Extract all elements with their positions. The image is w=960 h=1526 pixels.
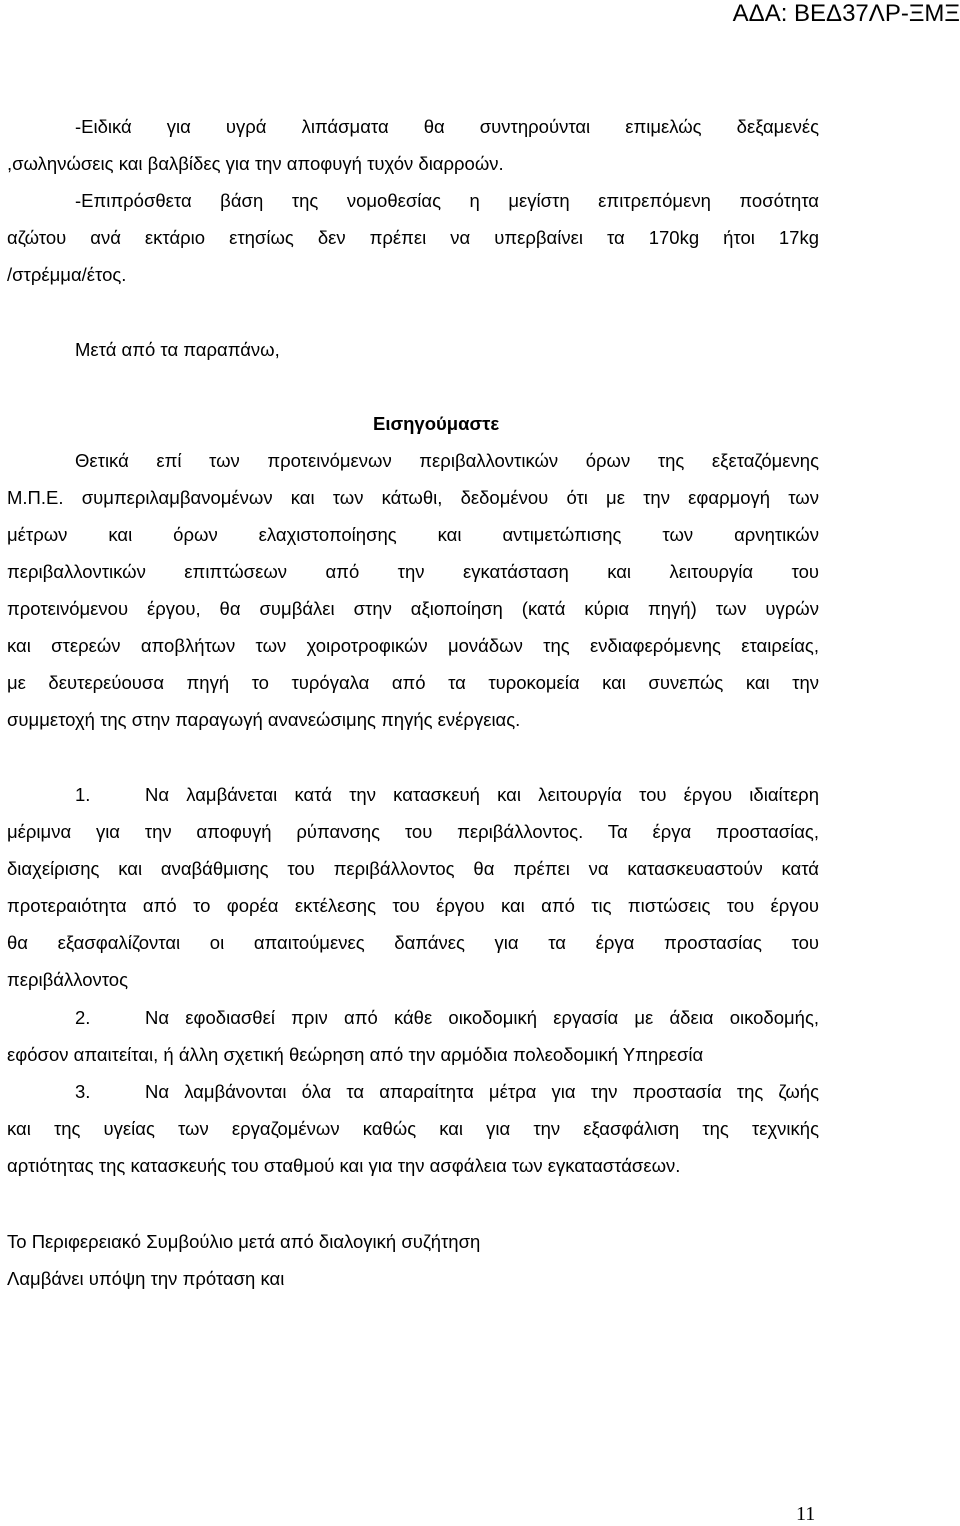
item-2-number: 2. — [75, 1007, 91, 1028]
takes-into-account-text: Λαμβάνει υπόψη την πρόταση και — [7, 1268, 285, 1289]
recommend-heading: Εισηγούμαστε — [373, 413, 500, 434]
item-1-number: 1. — [75, 784, 91, 805]
opinion-line-2: Μ.Π.Ε. συμπεριλαμβανομένων και των κάτωθι, δεδομένου ότι με την εφαρμογή των — [7, 487, 819, 508]
opinion-line-3: μέτρων και όρων ελαχιστοποίησης και αντιμετώπισης των αρνητικών — [7, 524, 819, 545]
item-1-first-line: Να λαμβάνεται κατά την κατασκευή και λειτουργία του έργου ιδιαίτερη — [145, 784, 819, 805]
item-1-line-3: διαχείρισης και αναβάθμισης του περιβάλλοντος θα πρέπει να κατασκευαστούν κατά — [7, 858, 819, 879]
after-above-text: Μετά από τα παραπάνω, — [75, 339, 280, 360]
item-1-line-2: μέριμνα για την αποφυγή ρύπανσης του περιβάλλοντος. Τα έργα προστασίας, — [7, 821, 819, 842]
item-1-line-5: θα εξασφαλίζονται οι απαιτούμενες δαπάνες για τα έργα προστασίας του — [7, 932, 819, 953]
opinion-line-5: προτεινόμενου έργου, θα συμβάλει στην αξιοποίηση (κατά κύρια πηγή) των υγρών — [7, 598, 819, 619]
page-number: 11 — [796, 1503, 816, 1525]
item-1-line-4: προτεραιότητα από το φορέα εκτέλεσης του έργου και από τις πιστώσεις του έργου — [7, 895, 819, 916]
item-3-line-3: αρτιότητας της κατασκευής του σταθμού και για την ασφάλεια των εγκαταστάσεων. — [7, 1155, 681, 1176]
item-3-first-line: Να λαμβάνονται όλα τα απαραίτητα μέτρα για την προστασία της ζωής — [145, 1081, 819, 1102]
opinion-line-8: συμμετοχή της στην παραγωγή ανανεώσιμης πηγής ενέργειας. — [7, 709, 521, 730]
ada-code-header: ΑΔΑ: ΒΕΔ37ΛΡ-ΞΜΞ — [732, 0, 960, 27]
item-1-line-6: περιβάλλοντος — [7, 969, 128, 990]
opinion-line-7: με δευτερεύουσα πηγή το τυρόγαλα από τα τυροκομεία και συνεπώς και την — [7, 672, 819, 693]
opinion-line-6: και στερεών αποβλήτων των χοιροτροφικών μονάδων της ενδιαφερόμενης εταιρείας, — [7, 635, 819, 656]
intro-line-4: αζώτου ανά εκτάριο ετησίως δεν πρέπει να υπερβαίνει τα 170kg ήτοι 17kg — [7, 227, 819, 248]
intro-line-3: -Επιπρόσθετα βάση της νομοθεσίας η μεγίστη επιτρεπόμενη ποσότητα — [75, 190, 819, 211]
item-3-line-2: και της υγείας των εργαζομένων καθώς και για την εξασφάλιση της τεχνικής — [7, 1118, 819, 1139]
council-text: Το Περιφερειακό Συμβούλιο μετά από διαλογική συζήτηση — [7, 1231, 481, 1252]
intro-line-2: ,σωληνώσεις και βαλβίδες για την αποφυγή τυχόν διαρροών. — [7, 153, 504, 174]
intro-line-1: -Ειδικά για υγρά λιπάσματα θα συντηρούνται επιμελώς δεξαμενές — [75, 116, 819, 137]
intro-line-5: /στρέμμα/έτος. — [7, 264, 127, 285]
opinion-line-1: Θετικά επί των προτεινόμενων περιβαλλοντικών όρων της εξεταζόμενης — [75, 450, 819, 471]
item-2-line-2: εφόσον απαιτείται, ή άλλη σχετική θεώρηση από την αρμόδια πολεοδομική Υπηρεσία — [7, 1044, 704, 1065]
opinion-line-4: περιβαλλοντικών επιπτώσεων από την εγκατάσταση και λειτουργία του — [7, 561, 819, 582]
item-3-number: 3. — [75, 1081, 91, 1102]
item-2-first-line: Να εφοδιασθεί πριν από κάθε οικοδομική εργασία με άδεια οικοδομής, — [145, 1007, 819, 1028]
